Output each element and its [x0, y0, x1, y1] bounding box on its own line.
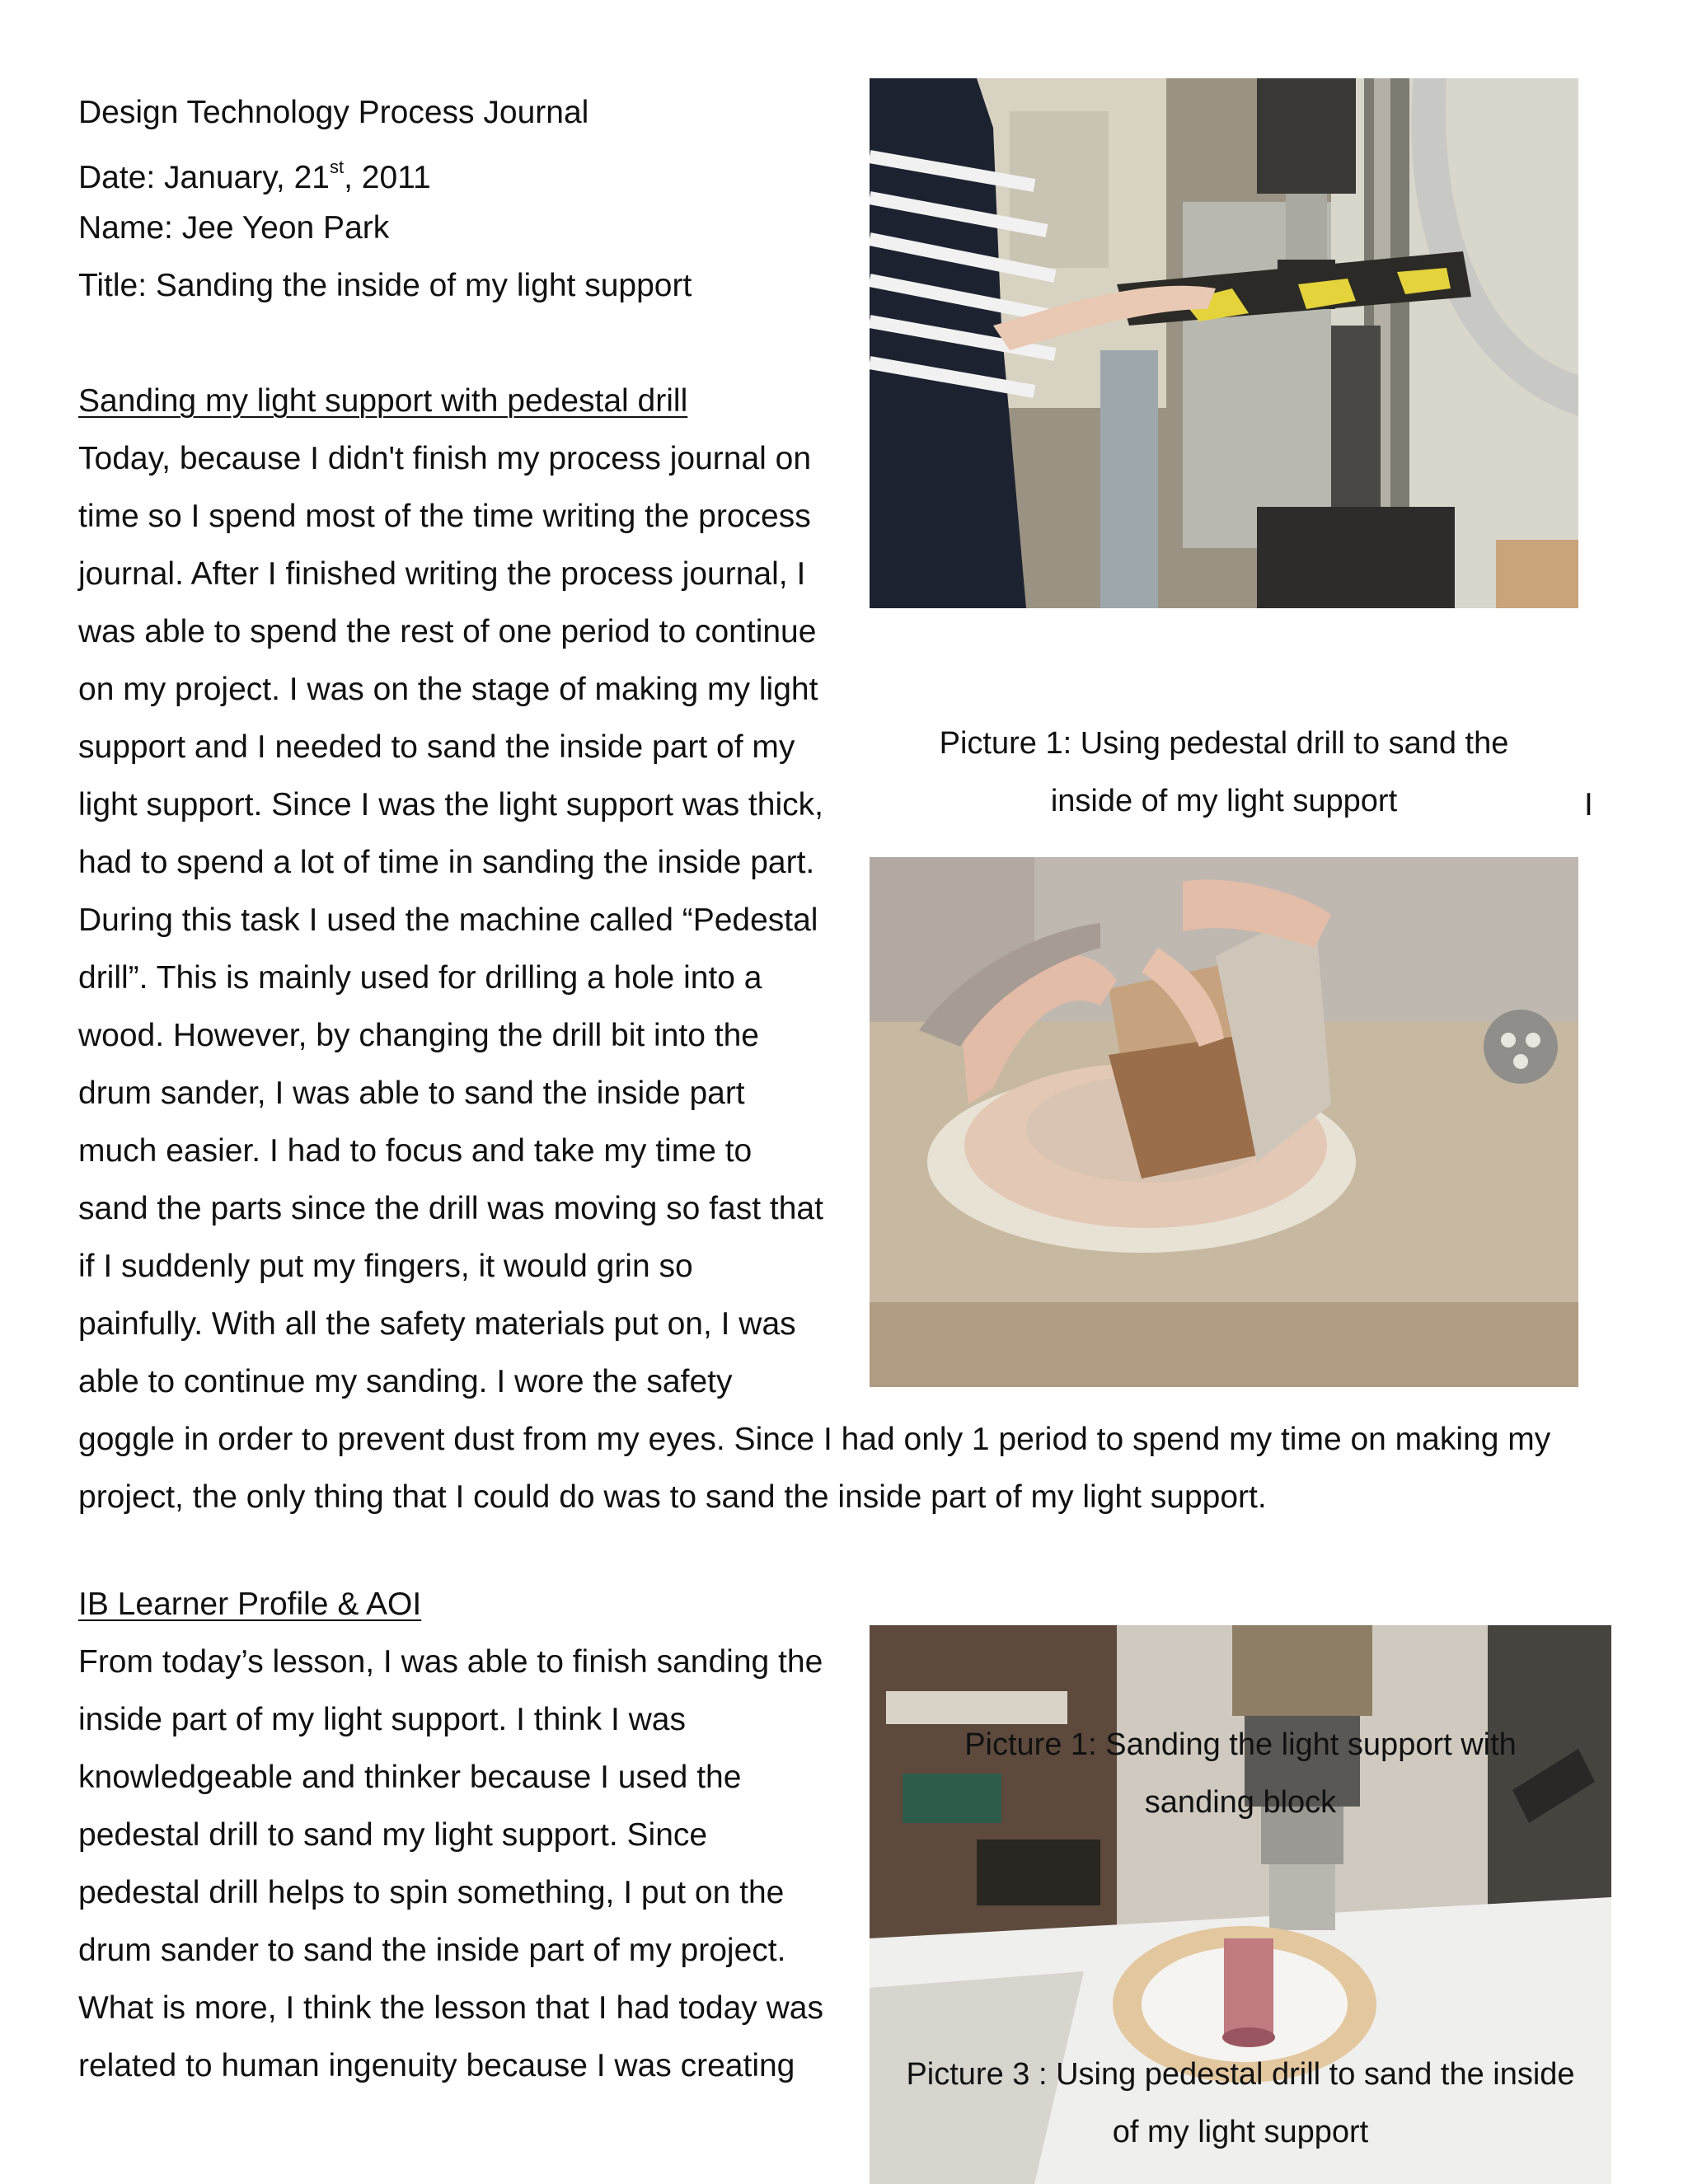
body-line: able to continue my sanding. I wore the safety — [78, 1364, 733, 1399]
body-line: light support. Since I was the light support was thick, — [78, 787, 823, 823]
body-line: time so I spend most of the time writing the process — [78, 499, 811, 534]
picture3-caption-line1: Picture 3 : Using pedestal drill to sand the inside — [906, 2057, 1575, 2092]
drum-sander-photo — [870, 1625, 1611, 2184]
body-line: knowledgeable and thinker because I used the — [78, 1760, 742, 1795]
body-line: related to human ingenuity because I was creating — [78, 2048, 795, 2083]
body-line: pedestal drill helps to spin something, I put on the — [78, 1875, 785, 1910]
body-line: on my project. I was on the stage of making my light — [78, 672, 818, 707]
section2-heading: IB Learner Profile & AOI — [78, 1586, 422, 1622]
journal-doc-title: Title: Sanding the inside of my light support — [78, 268, 692, 303]
stray-character: I — [1584, 787, 1593, 823]
body-line: sand the parts since the drill was moving so fast that — [78, 1191, 823, 1226]
journal-title: Design Technology Process Journal — [78, 95, 589, 130]
journal-date: Date: January, 21st, 2011 — [78, 157, 431, 195]
body-line: drum sander, I was able to sand the inside part — [78, 1076, 745, 1111]
body-line: much easier. I had to focus and take my time to — [78, 1133, 753, 1169]
body-line: wood. However, by changing the drill bit into the — [78, 1018, 759, 1053]
body-line: support and I needed to sand the inside part of my — [78, 729, 795, 765]
overlay-caption-line2: sanding block — [1144, 1785, 1337, 1820]
body-line: drill”. This is mainly used for drilling a hole into a — [78, 960, 762, 996]
body-line: Today, because I didn't finish my process journal on — [78, 441, 812, 476]
body-line: was able to spend the rest of one period to continue — [78, 614, 817, 649]
picture3-caption-line2: of my light support — [1112, 2115, 1369, 2149]
body-line: inside part of my light support. I think I was — [78, 1702, 687, 1737]
body-line: goggle in order to prevent dust from my eyes. Since I had only 1 period to spend my time on making my — [78, 1422, 1551, 1457]
body-line: had to spend a lot of time in sanding the inside part. — [78, 845, 815, 880]
journal-name: Name: Jee Yeon Park — [78, 210, 390, 246]
body-line: From today’s lesson, I was able to finish sanding the — [78, 1644, 823, 1680]
body-line: painfully. With all the safety materials put on, I was — [78, 1306, 796, 1342]
body-line: pedestal drill to sand my light support. Since — [78, 1817, 708, 1853]
body-line: journal. After I finished writing the process journal, I — [78, 556, 806, 592]
overlay-caption-line1: Picture 1: Sanding the light support with — [964, 1727, 1517, 1762]
sanding-block-photo — [870, 857, 1578, 1387]
body-line: What is more, I think the lesson that I had today was — [78, 1990, 823, 2026]
body-line: During this task I used the machine called “Pedestal — [78, 902, 818, 938]
body-line: project, the only thing that I could do was to sand the inside part of my light support. — [78, 1479, 1267, 1515]
body-line: drum sander to sand the inside part of my project. — [78, 1933, 786, 1968]
picture1-caption-line2: inside of my light support — [1050, 784, 1398, 818]
pedestal-drill-photo — [870, 78, 1578, 608]
picture1-caption-line1: Picture 1: Using pedestal drill to sand the — [939, 726, 1509, 761]
section1-heading: Sanding my light support with pedestal drill — [78, 383, 688, 419]
body-line: if I suddenly put my fingers, it would grin so — [78, 1249, 693, 1284]
